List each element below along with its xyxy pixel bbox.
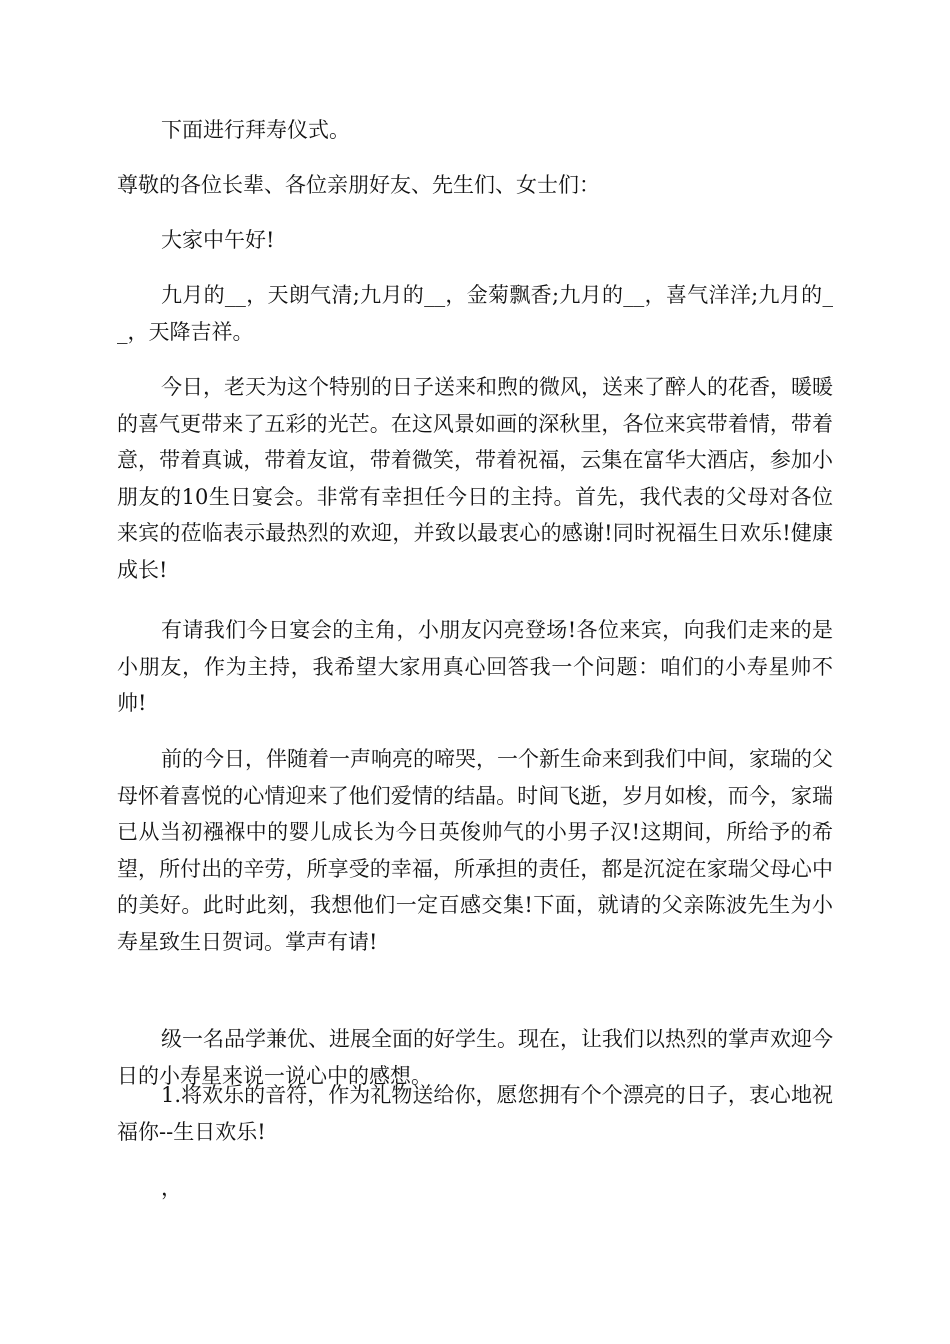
paragraph-salutation: 尊敬的各位长辈、各位亲朋好友、先生们、女士们： xyxy=(117,173,600,197)
paragraph-invite-star: 有请我们今日宴会的主角，小朋友闪亮登场!各位来宾，向我们走来的是小朋友，作为主持，我希望大家用真心回答我一个问题：咱们的小寿星帅不帅! xyxy=(117,618,833,715)
paragraph-trailing-comma: ， xyxy=(161,1176,182,1200)
paragraph-wish-1: 1.将欢乐的音符，作为礼物送给你，愿您拥有个个漂亮的日子，衷心地祝福你--生日欢乐! xyxy=(117,1083,833,1144)
paragraph-september: 九月的__，天朗气清;九月的__，金菊飘香;九月的__，喜气洋洋;九月的__，天降吉祥。 xyxy=(117,283,833,344)
paragraph-birth-story: 前的今日，伴随着一声响亮的啼哭，一个新生命来到我们中间，家瑞的父母怀着喜悦的心情迎来了他们爱情的结晶。时间飞逝，岁月如梭，而今，家瑞已从当初襁褓中的婴儿成长为今日英俊帅气的小男子汉!这期间，所给予的希望，所付出的辛劳，所享受的幸福，所承担的责任，都是沉淀在家瑞父母心中的美好。此时此刻，我想他们一定百感交集!下面，就请的父亲陈波先生为小寿星致生日贺词。掌声有请! xyxy=(117,747,833,954)
paragraph-student: 级一名品学兼优、进展全面的好学生。现在，让我们以热烈的掌声欢迎今日的小寿星来说一说心中的感想。 xyxy=(117,1027,833,1088)
paragraph-greeting: 大家中午好! xyxy=(161,228,275,252)
paragraph-today: 今日，老天为这个特别的日子送来和煦的微风，送来了醉人的花香，暖暖的喜气更带来了五彩的光芒。在这风景如画的深秋里，各位来宾带着情，带着意，带着真诚，带着友谊，带着微笑，带着祝福，云集在富华大酒店，参加小朋友的10生日宴会。非常有幸担任今日的主持。首先，我代表的父母对各位来宾的莅临表示最热烈的欢迎，并致以最衷心的感谢!同时祝福生日欢乐!健康成长! xyxy=(117,375,833,582)
paragraph-ceremony-intro: 下面进行拜寿仪式。 xyxy=(161,118,350,142)
